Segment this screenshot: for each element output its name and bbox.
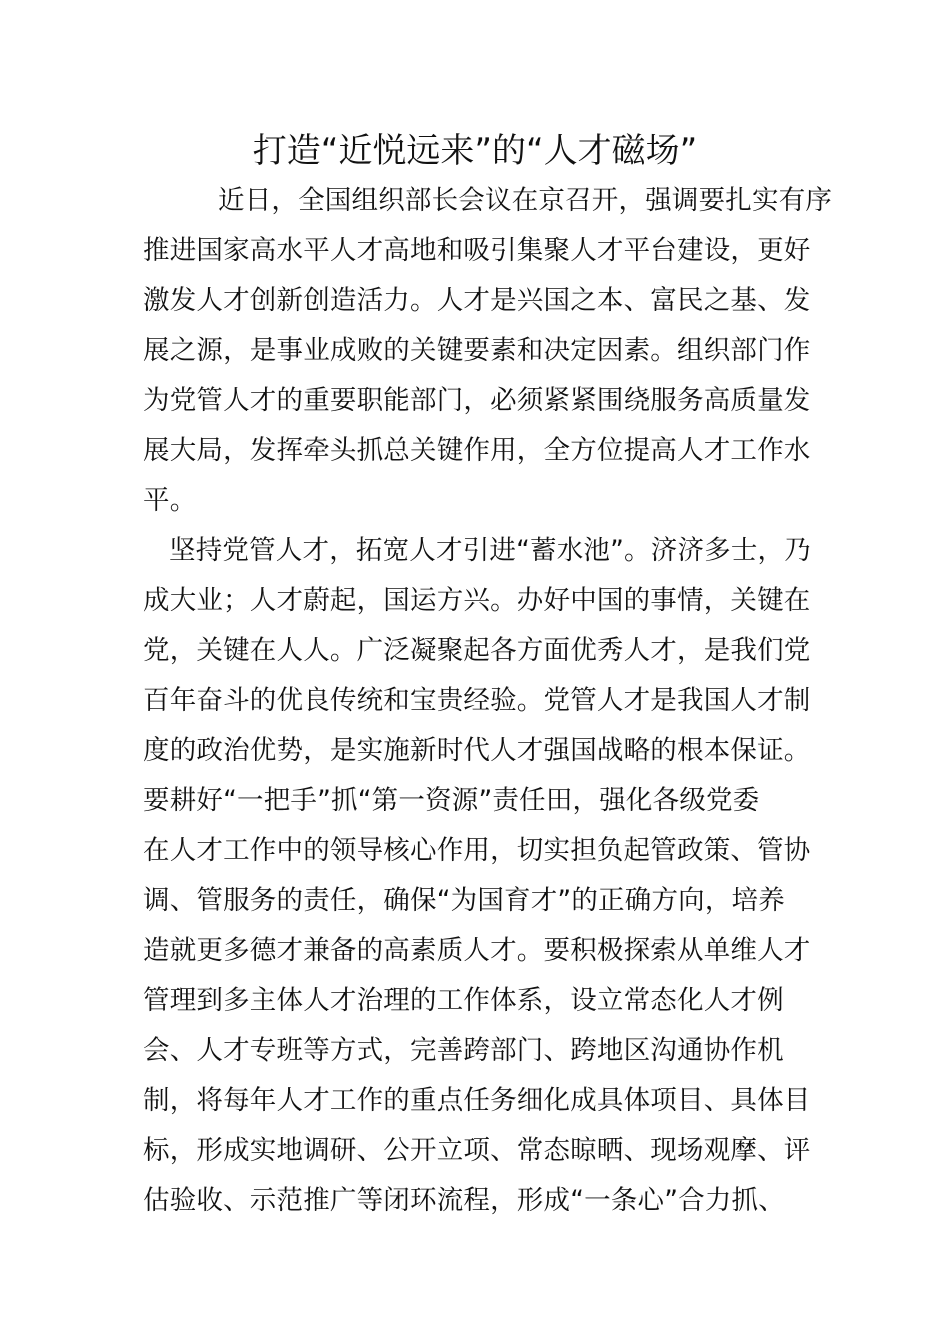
body-line: 近日，全国组织部长会议在京召开，强调要扎实有序 (218, 185, 833, 216)
body-line: 成大业；人才蔚起，国运方兴。办好中国的事情，关键在 (143, 585, 811, 616)
body-line: 造就更多德才兼备的高素质人才。要积极探索从单维人才 (143, 935, 811, 966)
body-line: 度的政治优势，是实施新时代人才强国战略的根本保证。 (143, 735, 811, 766)
body-line: 推进国家高水平人才高地和吸引集聚人才平台建设，更好 (143, 235, 811, 266)
body-line: 党，关键在人人。广泛凝聚起各方面优秀人才，是我们党 (143, 635, 811, 666)
body-line: 要耕好“一把手”抓“第一资源”责任田，强化各级党委 (143, 785, 760, 816)
body-line: 估验收、示范推广等闭环流程，形成“一条心”合力抓、 (143, 1185, 785, 1216)
body-line: 展大局，发挥牵头抓总关键作用，全方位提高人才工作水 (143, 435, 811, 466)
body-line: 展之源，是事业成败的关键要素和决定因素。组织部门作 (143, 335, 811, 366)
body-line: 会、人才专班等方式，完善跨部门、跨地区沟通协作机 (143, 1035, 784, 1066)
body-line: 标，形成实地调研、公开立项、常态晾晒、现场观摩、评 (143, 1135, 811, 1166)
body-line: 调、管服务的责任，确保“为国育才”的正确方向，培养 (143, 885, 785, 916)
body-line: 在人才工作中的领导核心作用，切实担负起管政策、管协 (143, 835, 811, 866)
body-line: 制，将每年人才工作的重点任务细化成具体项目、具体目 (143, 1085, 811, 1116)
body-line: 坚持党管人才，拓宽人才引进“蓄水池”。济济多士，乃 (169, 535, 811, 566)
body-line: 为党管人才的重要职能部门，必须紧紧围绕服务高质量发 (143, 385, 811, 416)
body-line: 管理到多主体人才治理的工作体系，设立常态化人才例 (143, 985, 784, 1016)
body-line: 激发人才创新创造活力。人才是兴国之本、富民之基、发 (143, 285, 811, 316)
body-line: 百年奋斗的优良传统和宝贵经验。党管人才是我国人才制 (143, 685, 811, 716)
body-line: 平。 (143, 485, 197, 516)
document-title: 打造“近悦远来”的“人才磁场” (252, 131, 698, 171)
